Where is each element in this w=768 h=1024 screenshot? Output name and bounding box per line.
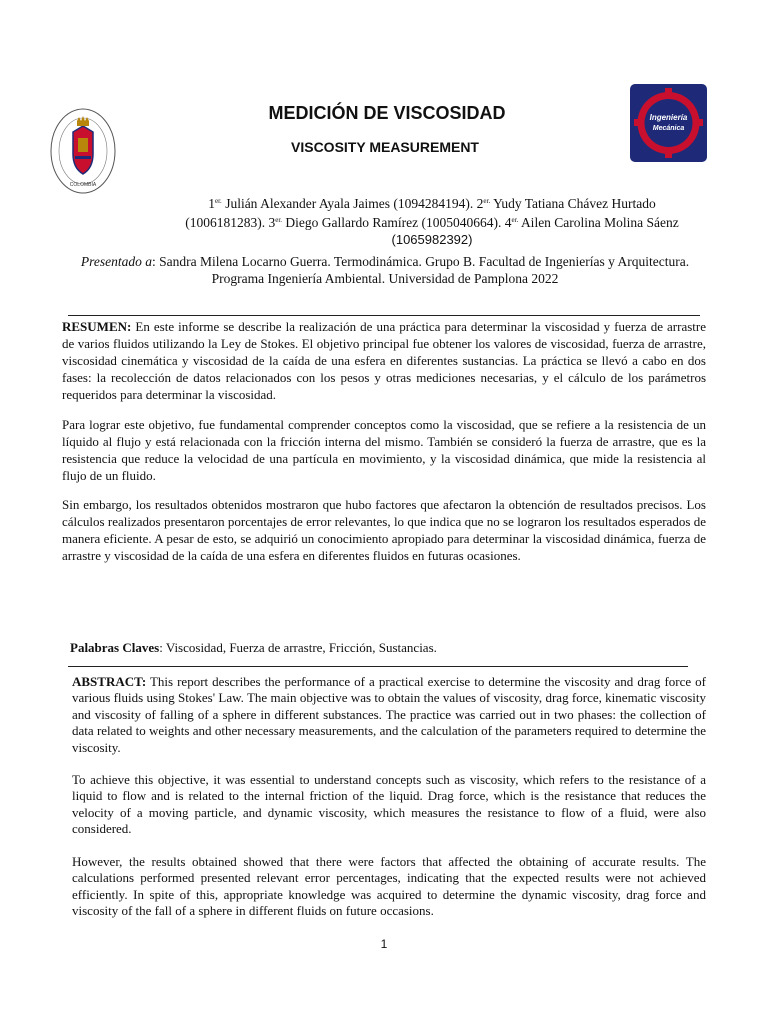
presented-to: Presentado a: Sandra Milena Locarno Guerra. Termodinámica. Grupo B. Facultad de Ingenierías y Arquitectura. Programa Ingeniería Ambiental. Universidad de Pamplona 2022 xyxy=(80,254,690,286)
paper-title: MEDICIÓN DE VISCOSIDAD xyxy=(268,103,506,123)
divider xyxy=(68,666,688,667)
keywords: Palabras Claves: Viscosidad, Fuerza de arrastre, Fricción, Sustancias. xyxy=(70,640,437,655)
presented-label: Presentado a xyxy=(80,254,152,269)
svg-text:Mecánica: Mecánica xyxy=(652,125,685,132)
page-number: 1 xyxy=(380,937,388,951)
paper-subtitle: VISCOSITY MEASUREMENT xyxy=(291,139,479,155)
author-line-1: $1^{er.}$ Julián Alexander Ayala Jaimes (1094284194). $2^{er.}$ Yudy Tatiana Chávez Hurtado xyxy=(208,196,656,211)
abstract-paragraph-3: However, the results obtained showed that there were factors that affected the obtaining of accurate results. The calculations performed presented relevant error percentages, indicating that the expected results were not achieved efficiently. In spite of this, appropriate knowledge was acquired to determine the dynamic viscosity, drag force and viscosity of the fall of a sphere in different fluids on future occasions. xyxy=(72,854,706,919)
author-list xyxy=(160,193,704,248)
svg-text:Ingeniería: Ingeniería xyxy=(649,113,688,122)
resumen-paragraph-2: Para lograr este objetivo, fue fundamental comprender conceptos como la viscosidad, que se refiere a la resistencia de un líquido al flujo y está relacionada con la fricción interna del mismo. También se consideró la fuerza de arrastre, que es la resistencia que reduce la velocidad de una partícula en movimiento, y la viscosidad dinámica, que mide la resistencia al flujo de un fluido. xyxy=(62,417,706,484)
abstract-paragraph-2: To achieve this objective, it was essential to understand concepts such as viscosity, which refers to the resistance of a liquid to flow and is related to the internal friction of the liquid. Drag force, which is the resistance that reduces the velocity of a moving particle, and dynamic viscosity, which measures the resistance to flow of a fluid, were also considered. xyxy=(72,772,706,837)
divider xyxy=(68,315,700,316)
abstract-paragraph-1: ABSTRACT: This report describes the performance of a practical exercise to determine the viscosity and drag force of various fluids using Stokes' Law. The main objective was to obtain the values of viscosity, drag force, kinematic viscosity and viscosity of falling of a sphere in different substances. The practice was carried out in two phases: the collection of data related to weights and other necessary measurements, and the calculation of the parameters required to determine the viscosity. xyxy=(72,674,706,755)
svg-text:COLOMBIA: COLOMBIA xyxy=(69,182,97,188)
resumen-paragraph-3: Sin embargo, los resultados obtenidos mostraron que hubo factores que afectaron la obtención de resultados precisos. Los cálculos realizados presentaron porcentajes de error relevantes, lo que indica que no se lograron los resultados esperados de manera eficiente. A pesar de esto, se adquirió un conocimiento apropiado para determinar la viscosidad dinámica, fuerza de arrastre y viscosidad de la caída de una esfera en diferentes fluidos en futuras ocasiones. xyxy=(62,497,706,564)
author-line-3: (1065982392) xyxy=(391,232,473,247)
resumen-paragraph-1: RESUMEN: En este informe se describe la realización de una práctica para determinar la viscosidad y fuerza de arrastre de varios fluidos utilizando la Ley de Stokes. El objetivo principal fue obtener los valores de viscosidad, fuerza de arrastre, viscosidad cinemática y viscosidad de la caída de una esfera en diferentes sustancias. La práctica se llevó a cabo en dos fases: la recolección de datos relacionados con los pesos y otras mediciones necesarias, y el cálculo de los parámetros requeridos para determinar la viscosidad. xyxy=(62,319,706,403)
author-line-2: (1006181283). $3^{er.}$ Diego Gallardo Ramírez (1005040664). $4^{er.}$ Ailen Carolina Molina Sáenz xyxy=(185,215,679,230)
